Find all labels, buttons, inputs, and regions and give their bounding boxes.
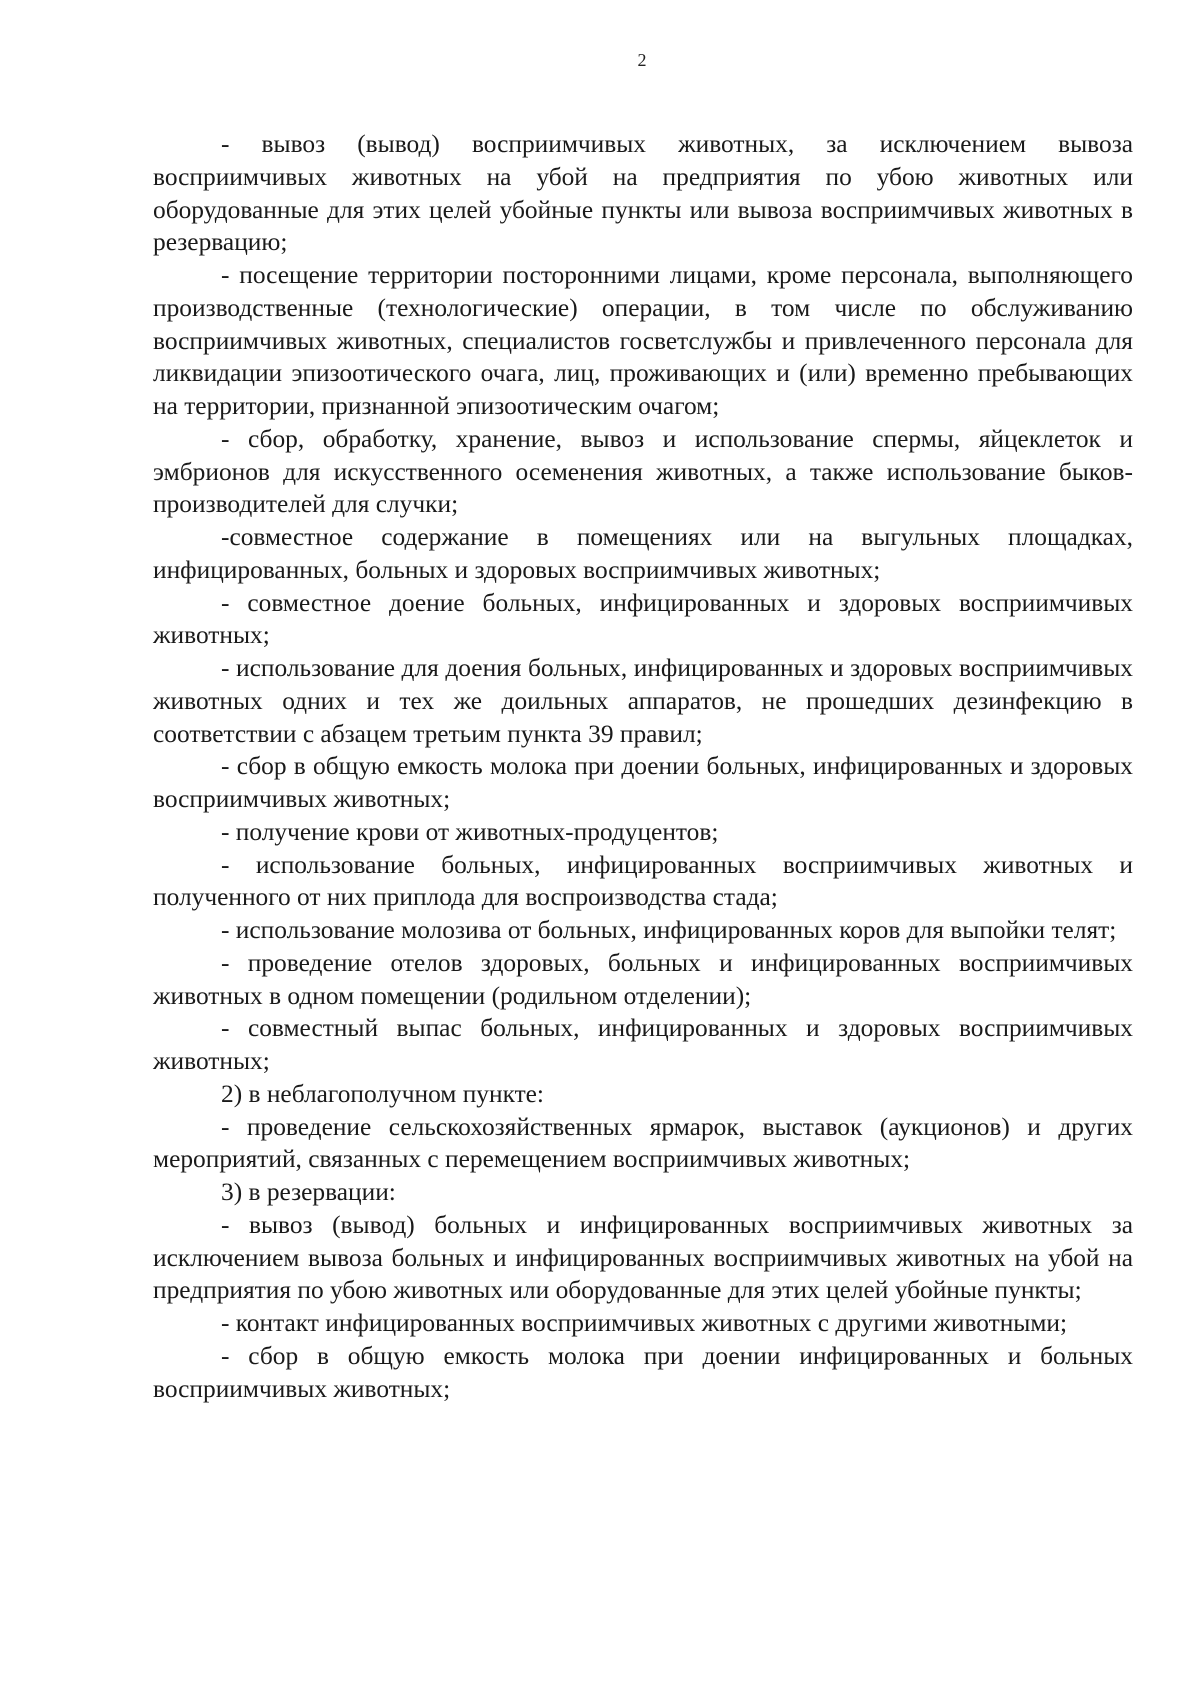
section-heading: 2) в неблагополучном пункте: <box>221 1079 544 1108</box>
paragraph: - проведение сельскохозяйственных ярмарок, выставок (аукционов) и других мероприятий, связанных с перемещением восприимчивых животных; <box>153 1112 1133 1174</box>
section-heading: 3) в резервации: <box>221 1178 396 1206</box>
paragraph: - вывоз (вывод) больных и инфицированных восприимчивых животных за исключением вывоза больных и инфицированных восприимчивых животных на убой на предприятия по убою животных или оборудованные для этих целей убойные пункты; <box>153 1210 1133 1305</box>
paragraph: - использование больных, инфицированных восприимчивых животных и полученного от них приплода для воспроизводства стада; <box>153 850 1133 912</box>
paragraph: - получение крови от животных-продуцентов; <box>221 817 719 846</box>
paragraph: - сбор, обработку, хранение, вывоз и использование спермы, яйцеклеток и эмбрионов для искусственного осеменения животных, а также использование быков-производителей для случки; <box>153 424 1133 519</box>
document-body <box>153 128 1133 1405</box>
paragraph: - проведение отелов здоровых, больных и инфицированных восприимчивых животных в одном помещении (родильном отделении); <box>153 948 1133 1010</box>
paragraph: - использование для доения больных, инфицированных и здоровых восприимчивых животных одних и тех же доильных аппаратов, не прошедших дезинфекцию в соответствии с абзацем третьим пункта 39 правил; <box>153 654 1133 748</box>
paragraph: - контакт инфицированных восприимчивых животных с другими животными; <box>221 1309 1068 1337</box>
paragraph: - использование молозива от больных, инфицированных коров для выпойки телят; <box>221 916 1117 944</box>
paragraph: - совместное доение больных, инфицированных и здоровых восприимчивых животных; <box>153 588 1133 650</box>
page-number: 2 <box>637 50 647 70</box>
paragraph: -совместное содержание в помещениях или на выгульных площадках, инфицированных, больных и здоровых восприимчивых животных; <box>153 523 1133 584</box>
paragraph: - вывоз (вывод) восприимчивых животных, за исключением вывоза восприимчивых животных на убой на предприятия по убою животных или оборудованные для этих целей убойные пункты или вывоза восприимчивых животных в резервацию; <box>153 130 1133 257</box>
paragraph: - совместный выпас больных, инфицированных и здоровых восприимчивых животных; <box>153 1014 1133 1075</box>
paragraph: - посещение территории посторонними лицами, кроме персонала, выполняющего производственные (технологические) операции, в том числе по обслуживанию восприимчивых животных, специалистов госветслужбы и привлеченного персонала для ликвидации эпизоотического очага, лиц, проживающих и (или) временно пребывающих на территории, признанной эпизоотическим очагом; <box>153 261 1133 420</box>
paragraph: - сбор в общую емкость молока при доении больных, инфицированных и здоровых восприимчивых животных; <box>153 752 1133 813</box>
paragraph: - сбор в общую емкость молока при доении инфицированных и больных восприимчивых животных; <box>153 1341 1133 1403</box>
